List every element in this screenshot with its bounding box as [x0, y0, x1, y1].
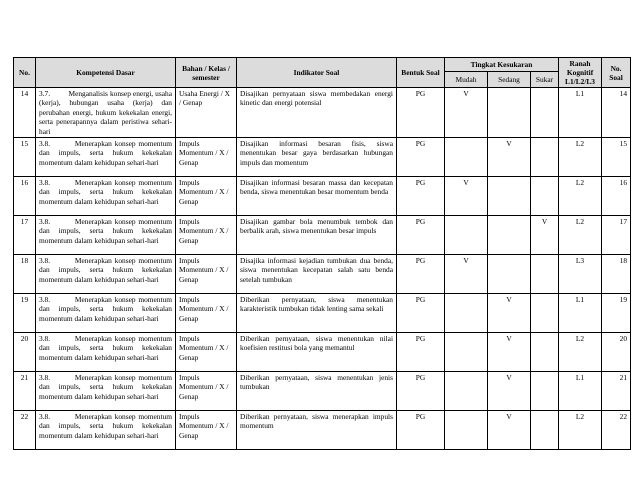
- table-row: [14, 333, 631, 372]
- bentuk-soal-cell: PG: [397, 411, 445, 450]
- bentuk-soal-cell: PG: [397, 294, 445, 333]
- header-mudah: Mudah: [445, 72, 488, 88]
- indikator-soal-cell: Disajikan gambar bola menumbuk tembok dan berbalik arah, siswa menentukan besar impuls: [237, 216, 397, 255]
- indikator-soal-cell: Diberikan pernyataan, siswa menerapkan impuls momentum: [237, 411, 397, 450]
- no-soal-cell: 21: [602, 372, 631, 411]
- table-row: [14, 88, 631, 138]
- header-ranah-kognitif: Ranah Kognitif L1/L2/L3: [559, 58, 602, 88]
- header-kompetensi-dasar: Kompetensi Dasar: [36, 58, 176, 88]
- sedang-mark: V: [488, 138, 531, 177]
- no-soal-cell: 16: [602, 177, 631, 216]
- sedang-mark: [488, 177, 531, 216]
- indikator-soal-cell: Diberikan pernyataan, siswa menentukan nilai koefisien restitusi bola yang memantul: [237, 333, 397, 372]
- bentuk-soal-cell: PG: [397, 177, 445, 216]
- row-number: 19: [14, 294, 36, 333]
- sukar-mark: [531, 138, 559, 177]
- sukar-mark: [531, 177, 559, 216]
- indikator-soal-cell: Diberikan pernyataan, siswa menentukan karakteristik tumbukan tidak lenting sama sekali: [237, 294, 397, 333]
- mudah-mark: [445, 333, 488, 372]
- sukar-mark: [531, 411, 559, 450]
- kisi-kisi-table: [13, 57, 631, 450]
- row-number: 18: [14, 255, 36, 294]
- indikator-soal-cell: Diberikan pernyataan, siswa menentukan jenis tumbukan: [237, 372, 397, 411]
- row-number: 15: [14, 138, 36, 177]
- indikator-soal-cell: Disajika informasi kejadian tumbukan dua benda, siswa menentukan kecepatan salah satu benda setelah tumbukan: [237, 255, 397, 294]
- bahan-kelas-cell: Impuls Momentum / X / Genap: [176, 372, 237, 411]
- mudah-mark: [445, 138, 488, 177]
- no-soal-cell: 19: [602, 294, 631, 333]
- bentuk-soal-cell: PG: [397, 88, 445, 138]
- no-soal-cell: 15: [602, 138, 631, 177]
- bentuk-soal-cell: PG: [397, 333, 445, 372]
- kompetensi-dasar-cell: 3.8. Menerapkan konsep momentum dan impuls, serta hukum kekekalan momentum dalam kehidupan sehari-hari: [36, 255, 176, 294]
- sedang-mark: V: [488, 372, 531, 411]
- sukar-mark: [531, 333, 559, 372]
- bentuk-soal-cell: PG: [397, 255, 445, 294]
- no-soal-cell: 22: [602, 411, 631, 450]
- row-number: 22: [14, 411, 36, 450]
- sukar-mark: [531, 255, 559, 294]
- row-number: 17: [14, 216, 36, 255]
- bahan-kelas-cell: Impuls Momentum / X / Genap: [176, 138, 237, 177]
- bahan-kelas-cell: Impuls Momentum / X / Genap: [176, 411, 237, 450]
- row-number: 14: [14, 88, 36, 138]
- indikator-soal-cell: Disajikan pernyataan siswa membedakan energi kinetic dan energi potensial: [237, 88, 397, 138]
- ranah-kognitif-cell: L2: [559, 177, 602, 216]
- bahan-kelas-cell: Impuls Momentum / X / Genap: [176, 294, 237, 333]
- kompetensi-dasar-cell: 3.7. Menganalisis konsep energi, usaha (kerja), hubungan usaha (kerja) dan perubahan energi, hukum kekekalan energi, serta penerapannya dalam peristiwa sehari-hari: [36, 88, 176, 138]
- row-number: 20: [14, 333, 36, 372]
- header-sedang: Sedang: [488, 72, 531, 88]
- bahan-kelas-cell: Impuls Momentum / X / Genap: [176, 177, 237, 216]
- table-row: [14, 177, 631, 216]
- bahan-kelas-cell: Impuls Momentum / X / Genap: [176, 216, 237, 255]
- sedang-mark: [488, 88, 531, 138]
- mudah-mark: V: [445, 88, 488, 138]
- bentuk-soal-cell: PG: [397, 372, 445, 411]
- ranah-kognitif-cell: L3: [559, 255, 602, 294]
- no-soal-cell: 20: [602, 333, 631, 372]
- header-tingkat-kesukaran: Tingkat Kesukaran: [445, 58, 559, 72]
- bahan-kelas-cell: Usaha Energi / X / Genap: [176, 88, 237, 138]
- sukar-mark: V: [531, 216, 559, 255]
- header-sukar: Sukar: [531, 72, 559, 88]
- kompetensi-dasar-cell: 3.8. Menerapkan konsep momentum dan impuls, serta hukum kekekalan momentum dalam kehidupan sehari-hari: [36, 294, 176, 333]
- ranah-kognitif-cell: L2: [559, 333, 602, 372]
- sedang-mark: [488, 255, 531, 294]
- sukar-mark: [531, 372, 559, 411]
- bentuk-soal-cell: PG: [397, 138, 445, 177]
- no-soal-cell: 14: [602, 88, 631, 138]
- table-header: [14, 58, 631, 88]
- kompetensi-dasar-cell: 3.8. Menerapkan konsep momentum dan impuls, serta hukum kekekalan momentum dalam kehidupan sehari-hari: [36, 411, 176, 450]
- header-bahan-kelas-semester: Bahan / Kelas / semester: [176, 58, 237, 88]
- mudah-mark: [445, 411, 488, 450]
- table-body: [14, 88, 631, 450]
- sukar-mark: [531, 88, 559, 138]
- no-soal-cell: 18: [602, 255, 631, 294]
- ranah-kognitif-cell: L1: [559, 372, 602, 411]
- indikator-soal-cell: Disajikan informasi besaran massa dan kecepatan benda, siswa menentukan besar momentum benda: [237, 177, 397, 216]
- ranah-kognitif-cell: L1: [559, 88, 602, 138]
- ranah-kognitif-cell: L1: [559, 294, 602, 333]
- row-number: 21: [14, 372, 36, 411]
- mudah-mark: [445, 372, 488, 411]
- mudah-mark: V: [445, 177, 488, 216]
- kompetensi-dasar-cell: 3.8. Menerapkan konsep momentum dan impuls, serta hukum kekekalan momentum dalam kehidupan sehari-hari: [36, 333, 176, 372]
- mudah-mark: V: [445, 255, 488, 294]
- kompetensi-dasar-cell: 3.8. Menerapkan konsep momentum dan impuls, serta hukum kekekalan momentum dalam kehidupan sehari-hari: [36, 216, 176, 255]
- sedang-mark: [488, 216, 531, 255]
- no-soal-cell: 17: [602, 216, 631, 255]
- kompetensi-dasar-cell: 3.8. Menerapkan konsep momentum dan impuls, serta hukum kekekalan momentum dalam kehidupan sehari-hari: [36, 177, 176, 216]
- kompetensi-dasar-cell: 3.8. Menerapkan konsep momentum dan impuls, serta hukum kekekalan momentum dalam kehidupan sehari-hari: [36, 372, 176, 411]
- bentuk-soal-cell: PG: [397, 216, 445, 255]
- sedang-mark: V: [488, 411, 531, 450]
- table-row: [14, 216, 631, 255]
- table-row: [14, 372, 631, 411]
- bahan-kelas-cell: Impuls Momentum / X / Genap: [176, 333, 237, 372]
- ranah-kognitif-cell: L2: [559, 216, 602, 255]
- bahan-kelas-cell: Impuls Momentum / X / Genap: [176, 255, 237, 294]
- header-indikator-soal: Indikator Soal: [237, 58, 397, 88]
- indikator-soal-cell: Disajikan informasi besaran fisis, siswa menentukan besar gaya berdasarkan hubungan impuls dan momentum: [237, 138, 397, 177]
- table-row: [14, 294, 631, 333]
- header-no-soal: No. Soal: [602, 58, 631, 88]
- table-row: [14, 411, 631, 450]
- sedang-mark: V: [488, 294, 531, 333]
- mudah-mark: [445, 216, 488, 255]
- kompetensi-dasar-cell: 3.8. Menerapkan konsep momentum dan impuls, serta hukum kekekalan momentum dalam kehidupan sehari-hari: [36, 138, 176, 177]
- sedang-mark: V: [488, 333, 531, 372]
- header-bentuk-soal: Bentuk Soal: [397, 58, 445, 88]
- mudah-mark: [445, 294, 488, 333]
- ranah-kognitif-cell: L2: [559, 138, 602, 177]
- table-row: [14, 255, 631, 294]
- sukar-mark: [531, 294, 559, 333]
- row-number: 16: [14, 177, 36, 216]
- table-row: [14, 138, 631, 177]
- ranah-kognitif-cell: L2: [559, 411, 602, 450]
- header-no: No.: [14, 58, 36, 88]
